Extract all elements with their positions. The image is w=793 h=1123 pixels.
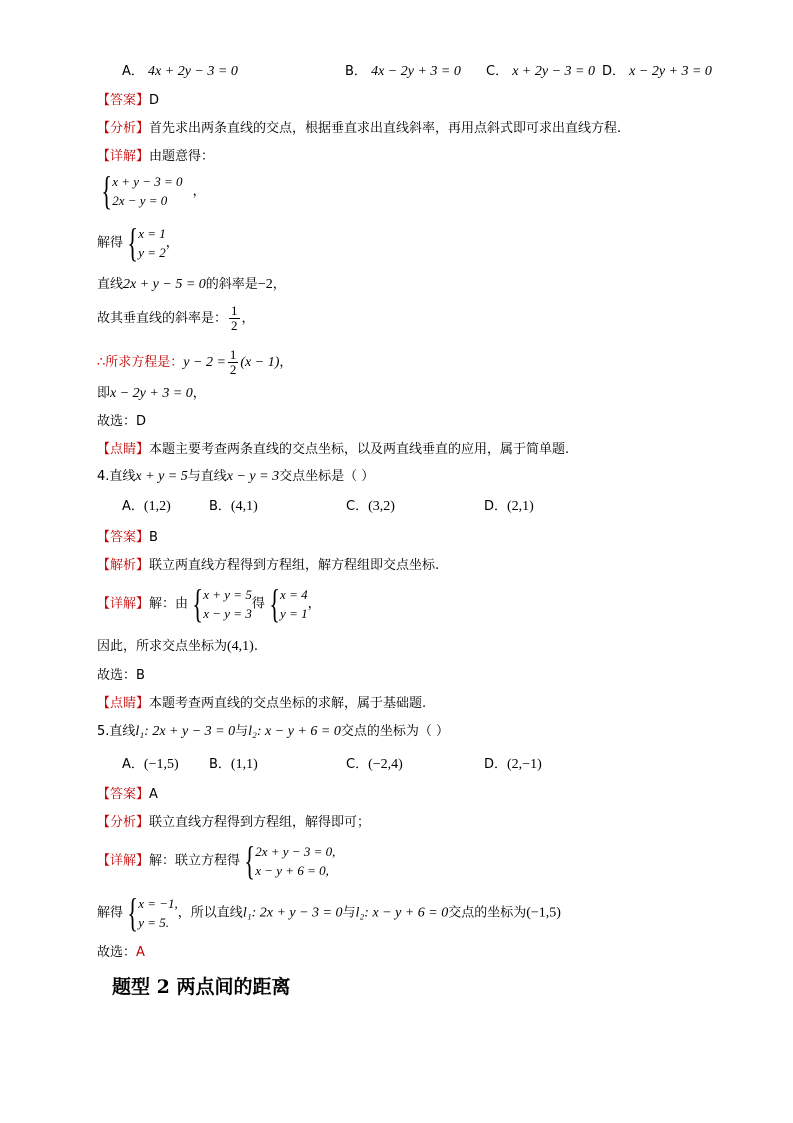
q5-analysis: 【分析】联立直线方程得到方程组，解得即可； [97, 815, 371, 830]
q4-option-d: D．(2,1) [484, 499, 534, 514]
q4-conclusion: 因此，所求交点坐标为(4,1). [97, 639, 258, 654]
q3-comment: 【点睛】本题主要考查两条直线的交点坐标，以及两直线垂直的应用，属于简单题. [97, 442, 570, 457]
q3-option-d: D． x − 2y + 3 = 0 [602, 64, 712, 79]
q3-choose: 故选：D [97, 414, 147, 429]
q5-answer: 【答案】A [97, 787, 158, 802]
q4-stem: 4.直线x + y = 5与直线x − y = 3交点坐标是（ ） [97, 469, 375, 484]
q5-detail: 【详解】解：联立方程得 { 2x + y − 3 = 0, x − y + 6 = 0, [97, 838, 336, 883]
q4-detail: 【详解】解：由 { x + y = 5 x − y = 3 得 { x = 4 y = 1 ， [97, 581, 321, 626]
q3-option-a: A． 4x + 2y − 3 = 0 [122, 64, 238, 79]
q4-analysis: 【解析】联立两直线方程得到方程组，解方程组即交点坐标. [97, 558, 440, 573]
q3-answer: 【答案】D [97, 93, 160, 108]
q5-solution: 解得 { x = −1, y = 5. ，所以直线l₁: 2x + y − 3 = 0与l₂: x − y + 6 = 0交点的坐标为(−1,5) [97, 890, 561, 935]
q4-comment: 【点睛】本题考查两直线的交点坐标的求解，属于基础题. [97, 696, 427, 711]
q4-option-b: B．(4,1) [209, 499, 258, 514]
q5-option-c: C．(−2,4) [346, 757, 403, 772]
q4-answer: 【答案】B [97, 530, 158, 545]
q3-detail: 【详解】由题意得： [97, 149, 215, 164]
q3-equation: ∴所求方程是：y − 2 = $\frac{1}{2}$ (x − 1)， [97, 347, 293, 377]
q3-perp-slope: 故其垂直线的斜率是： $\frac{1}{2}$ ， [97, 303, 255, 333]
q5-option-a: A．(−1,5) [122, 757, 179, 772]
q4-choose: 故选：B [97, 668, 145, 683]
q3-final-equation: 即x − 2y + 3 = 0， [97, 386, 206, 401]
q3-option-b: B． 4x − 2y + 3 = 0 [345, 64, 461, 79]
section-title: 题型 2 两点间的距离 [112, 976, 291, 998]
q3-solution: 解得 { x = 1 y = 2 ， [97, 220, 179, 265]
q3-slope: 直线2x + y − 5 = 0的斜率是−2， [97, 277, 286, 292]
q3-system: { x + y − 3 = 0 2x − y = 0 ， [101, 168, 206, 213]
q5-option-b: B．(1,1) [209, 757, 258, 772]
q5-choose: 故选：A [97, 945, 145, 960]
q3-option-c: C． x + 2y − 3 = 0 [486, 64, 595, 79]
q3-analysis: 【分析】首先求出两条直线的交点，根据垂直求出直线斜率，再用点斜式即可求出直线方程. [97, 121, 622, 136]
q5-stem: 5.直线l₁: 2x + y − 3 = 0与l₂: x − y + 6 = 0交点的坐标为（ ） [97, 724, 449, 739]
q4-option-c: C．(3,2) [346, 499, 395, 514]
q4-option-a: A．(1,2) [122, 499, 171, 514]
q5-option-d: D．(2,−1) [484, 757, 542, 772]
